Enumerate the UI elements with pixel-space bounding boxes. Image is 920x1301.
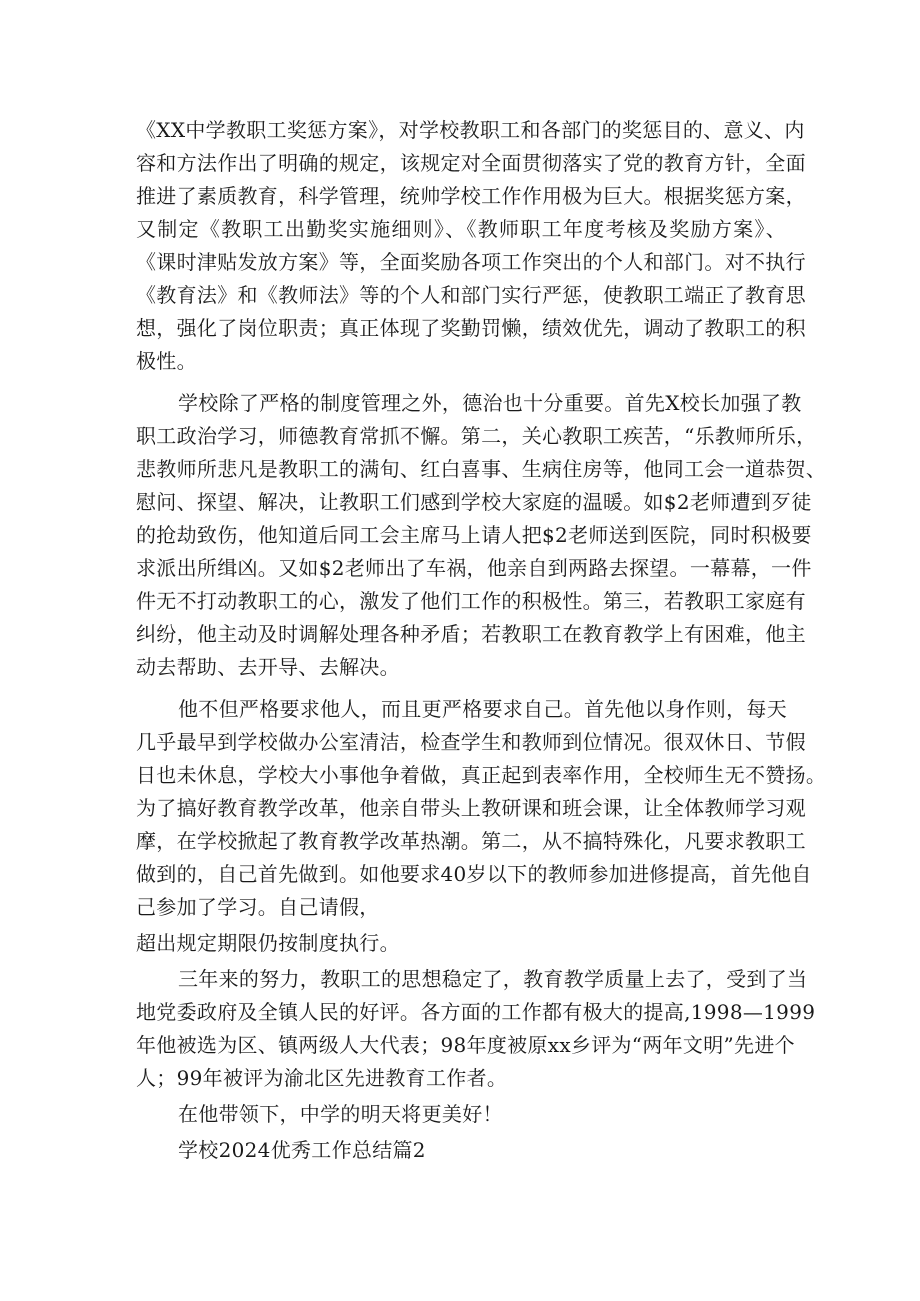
paragraph-1-line-7: 想，强化了岗位职责；真正体现了奖勤罚懒，绩效优先，调动了教职工的积 (136, 316, 806, 340)
paragraph-3-line-1: 他不但严格要求他人，而且更严格要求自己。首先他以身作则，每天 (178, 697, 787, 721)
paragraph-1-line-8: 极性。 (136, 349, 197, 373)
paragraph-3-line-5: 摩，在学校掀起了教育教学改革热潮。第二，从不搞特殊化，凡要求教职工 (136, 829, 806, 853)
paragraph-2-line-9: 动去帮助、去开导、去解决。 (136, 655, 400, 679)
paragraph-2-line-8: 纠纷，他主动及时调解处理各种矛盾；若教职工在教育教学上有困难，他主 (136, 622, 806, 646)
paragraph-1-line-4: 又制定《教职工出勤奖实施细则》、《教师职工年度考核及奖励方案》、 (136, 217, 786, 241)
paragraph-2-line-2: 职工政治学习，师德教育常抓不懈。第二，关心教职工疾苦，“乐教师所乐， (136, 424, 817, 448)
paragraph-1-line-1: 《XX中学教职工奖惩方案》，对学校教职工和各部门的奖惩目的、意义、内 (136, 118, 805, 142)
paragraph-1-line-6: 《教育法》和《教师法》等的个人和部门实行严惩，使教职工端正了教育思 (136, 283, 806, 307)
paragraph-3-line-7: 己参加了学习。自己请假， (136, 895, 380, 919)
paragraph-2-line-4: 慰问、探望、解决，让教职工们感到学校大家庭的温暖。如$2老师遭到歹徒 (136, 490, 812, 514)
paragraph-3-line-4: 为了搞好教育教学改革，他亲自带头上教研课和班会课，让全体教师学习观 (136, 796, 806, 820)
paragraph-4-line-1: 三年来的努力，教职工的思想稳定了，教育教学质量上去了，受到了当 (178, 967, 808, 991)
next-section-heading: 学校2024优秀工作总结篇2 (178, 1138, 426, 1162)
paragraph-3-line-8: 超出规定期限仍按制度执行。 (136, 931, 400, 955)
paragraph-3-line-3: 日也未休息，学校大小事他争着做，真正起到表率作用，全校师生无不赞扬。 (136, 763, 827, 787)
paragraph-2-line-3: 悲教师所悲凡是教职工的满旬、红白喜事、生病住房等，他同工会一道恭贺、 (136, 457, 827, 481)
paragraph-2-line-1: 学校除了严格的制度管理之外，德治也十分重要。首先X校长加强了教 (178, 391, 802, 415)
paragraph-2-line-5: 的抢劫致伤，他知道后同工会主席马上请人把$2老师送到医院，同时积极要 (136, 523, 812, 547)
paragraph-3-line-6: 做到的，自己首先做到。如他要求40岁以下的教师参加进修提高，首先他自 (136, 862, 812, 886)
paragraph-2-line-6: 求派出所缉凶。又如$2老师出了车祸，他亲自到两路去探望。一幕幕，一件 (136, 556, 812, 580)
paragraph-4-line-2: 地党委政府及全镇人民的好评。各方面的工作都有极大的提高,1998—1999 (136, 1000, 816, 1024)
paragraph-4-line-3: 年他被选为区、镇两级人大代表；98年度被原xx乡评为“两年文明”先进个 (136, 1033, 795, 1057)
paragraph-1-line-2: 容和方法作出了明确的规定，该规定对全面贯彻落实了党的教育方针，全面 (136, 151, 806, 175)
paragraph-4-line-4: 人；99年被评为渝北区先进教育工作者。 (136, 1066, 508, 1090)
paragraph-1-line-5: 《课时津贴发放方案》等，全面奖励各项工作突出的个人和部门。对不执行 (136, 250, 806, 274)
closing-line: 在他带领下，中学的明天将更美好！ (178, 1102, 503, 1126)
paragraph-3-line-2: 几乎最早到学校做办公室清洁，检查学生和教师到位情况。很双休日、节假 (136, 730, 806, 754)
paragraph-2-line-7: 件无不打动教职工的心，激发了他们工作的积极性。第三，若教职工家庭有 (136, 589, 806, 613)
paragraph-1-line-3: 推进了素质教育，科学管理，统帅学校工作作用极为巨大。根据奖惩方案， (136, 184, 806, 208)
